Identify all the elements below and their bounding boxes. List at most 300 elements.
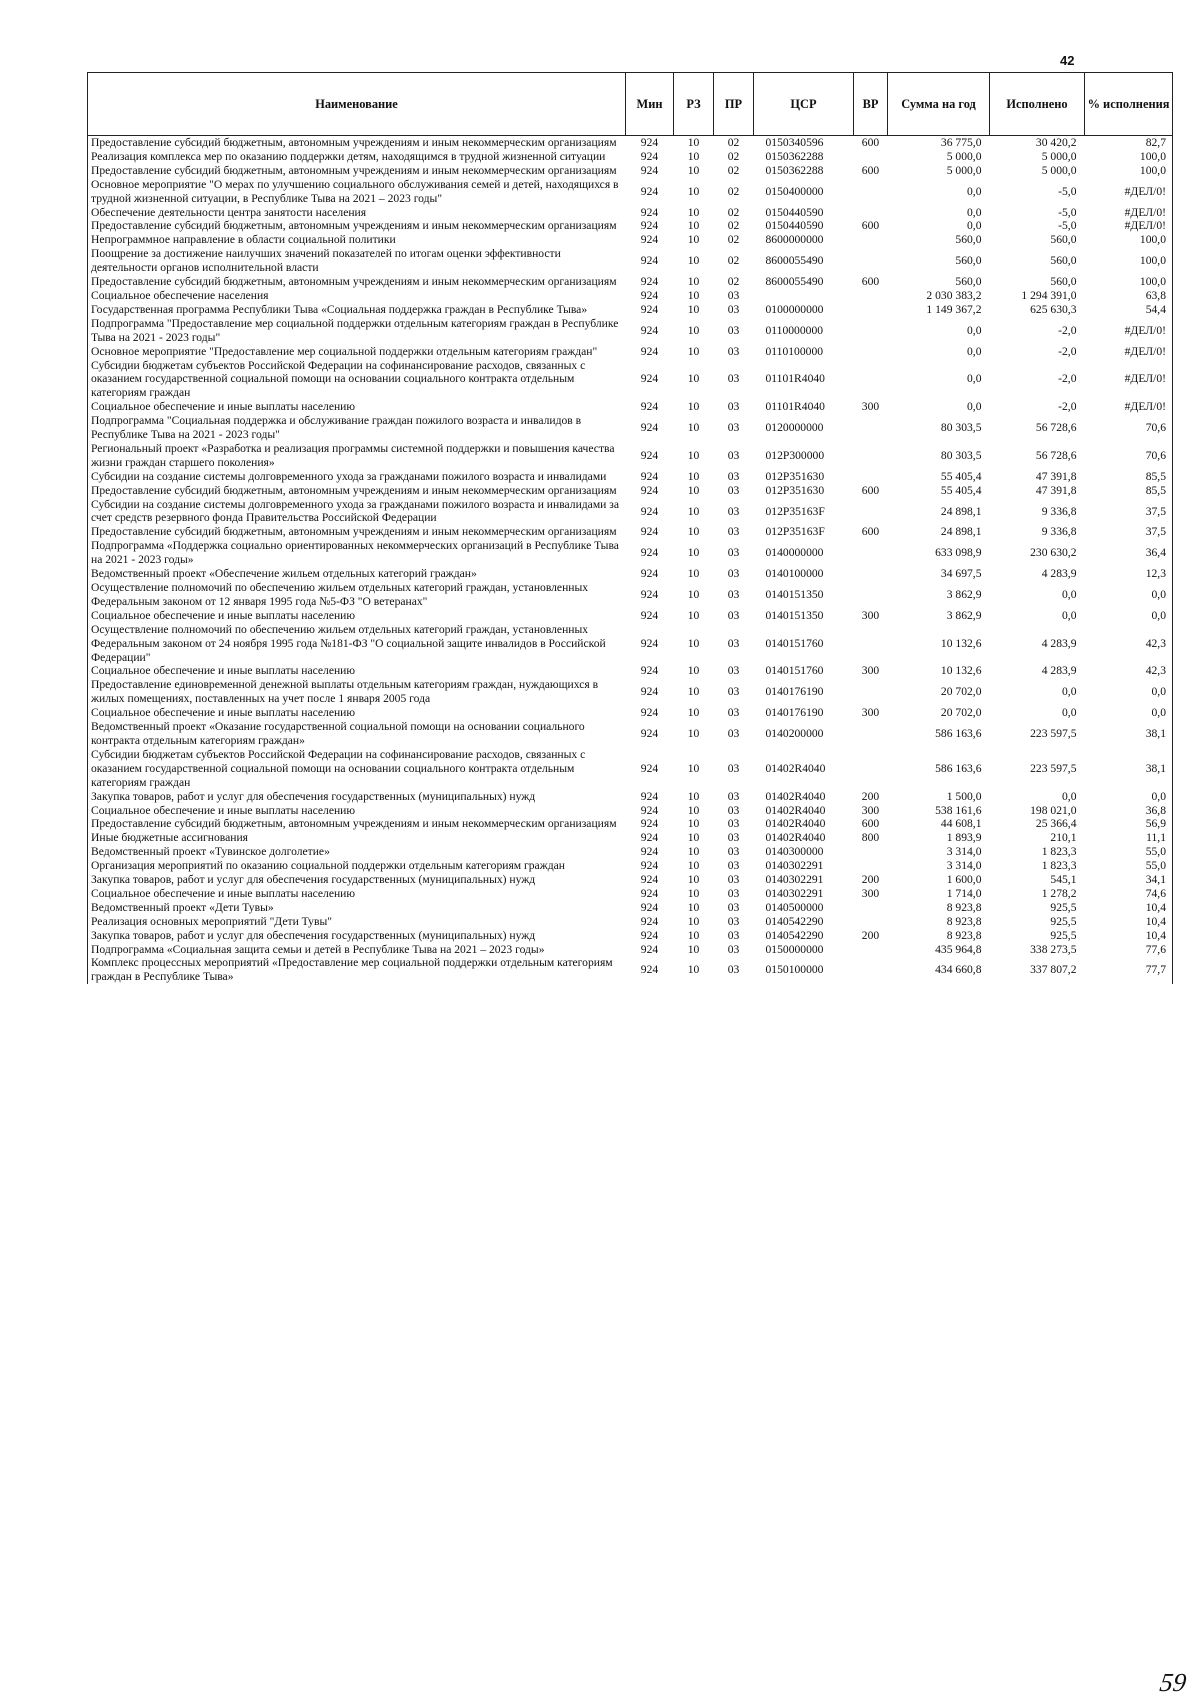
cell-name: Социальное обеспечение и иные выплаты населению xyxy=(88,887,626,901)
cell-pr: 03 xyxy=(727,587,740,601)
cell-name: Ведомственный проект «Оказание государственной социальной помощи на основании социального контракта отдельным категориям граждан» xyxy=(88,720,626,748)
cell-pct: 36,8 xyxy=(1085,804,1173,818)
cell-pct: 100,0 xyxy=(1085,164,1173,178)
cell-csr: 0110000000 xyxy=(765,323,824,337)
cell-sum: 1 893,9 xyxy=(946,831,982,845)
cell-min: 924 xyxy=(640,789,659,803)
cell-done: 0,0 xyxy=(1062,608,1077,622)
header-sum: Сумма на год xyxy=(888,73,990,136)
cell-min: 924 xyxy=(640,664,659,678)
cell-done: -2,0 xyxy=(1058,323,1077,337)
cell-name: Осуществление полномочий по обеспечению жильем отдельных категорий граждан, установленных Федеральным законом от 24 ноября 1995 года №181-ФЗ "О социальной защите инвалидов в Российской Федерации" xyxy=(88,623,626,665)
cell-sum: 8 923,8 xyxy=(946,900,982,914)
cell-min: 924 xyxy=(640,504,659,518)
cell-done: 1 823,3 xyxy=(1041,845,1077,859)
cell-rz: 10 xyxy=(687,219,700,233)
cell-name: Субсидии бюджетам субъектов Российской Федерации на софинансирование расходов, связанных с оказанием государственной социальной помощи на основании социального контракта отдельным категориям граждан xyxy=(88,359,626,401)
header-done: Исполнено xyxy=(990,73,1085,136)
cell-rz: 10 xyxy=(687,323,700,337)
cell-name: Предоставление субсидий бюджетным, автономным учреждениям и иным некоммерческим организациям xyxy=(88,275,626,289)
cell-vr xyxy=(854,623,888,665)
cell-vr xyxy=(854,539,888,567)
cell-pr: 03 xyxy=(727,636,740,650)
cell-rz: 10 xyxy=(687,254,700,268)
cell-sum: 80 303,5 xyxy=(940,448,982,462)
cell-pr: 03 xyxy=(727,963,740,977)
cell-csr: 01101R4040 xyxy=(765,372,825,386)
cell-sum: 5 000,0 xyxy=(946,163,982,177)
cell-pr: 02 xyxy=(727,275,740,289)
table-row xyxy=(88,345,1173,359)
cell-pr: 02 xyxy=(727,233,740,247)
table-row xyxy=(88,817,1173,831)
cell-sum: 3 314,0 xyxy=(946,859,982,873)
cell-pct: #ДЕЛ/0! xyxy=(1085,178,1173,206)
cell-min: 924 xyxy=(640,149,659,163)
cell-pct: 11,1 xyxy=(1085,831,1173,845)
cell-pr: 03 xyxy=(727,469,740,483)
cell-pr: 03 xyxy=(727,886,740,900)
cell-vr xyxy=(854,233,888,247)
cell-min: 924 xyxy=(640,219,659,233)
cell-rz: 10 xyxy=(687,421,700,435)
handwritten-page-number: 59 xyxy=(1158,1668,1189,1697)
cell-pr: 03 xyxy=(727,400,740,414)
cell-min: 924 xyxy=(640,205,659,219)
cell-csr: 01402R4040 xyxy=(765,831,826,845)
cell-csr: 012P35163F xyxy=(765,525,825,539)
cell-name: Организация мероприятий по оказанию социальной поддержки отдельным категориям граждан xyxy=(88,859,626,873)
cell-pr: 02 xyxy=(727,136,740,149)
cell-csr: 0150000000 xyxy=(765,942,824,956)
cell-pr: 03 xyxy=(727,483,740,497)
cell-rz: 10 xyxy=(687,233,700,247)
cell-min: 924 xyxy=(640,942,659,956)
cell-name: Государственная программа Республики Тыва «Социальная поддержка граждан в Республике Тыва» xyxy=(88,303,626,317)
cell-sum: 44 608,1 xyxy=(940,817,982,831)
cell-rz: 10 xyxy=(687,400,700,414)
cell-rz: 10 xyxy=(687,886,700,900)
cell-rz: 10 xyxy=(687,288,700,302)
cell-pr: 03 xyxy=(727,928,740,942)
cell-vr xyxy=(854,178,888,206)
cell-csr: 0140302291 xyxy=(765,873,824,887)
cell-min: 924 xyxy=(640,928,659,942)
table-row xyxy=(88,664,1173,678)
cell-done: 5 000,0 xyxy=(1041,149,1077,163)
cell-done: 210,1 xyxy=(1050,831,1077,845)
cell-rz: 10 xyxy=(687,567,700,581)
cell-done: 47 391,8 xyxy=(1035,469,1077,483)
cell-pr: 03 xyxy=(727,859,740,873)
cell-vr: 600 xyxy=(861,219,880,233)
cell-sum: 586 163,6 xyxy=(935,761,982,775)
cell-name: Субсидии на создание системы долговременного ухода за гражданами пожилого возраста и инвалидами за счет средств резервного фонда Правительства Российской Федерации xyxy=(88,498,626,526)
table-row xyxy=(88,219,1173,233)
cell-min: 924 xyxy=(640,587,659,601)
cell-min: 924 xyxy=(640,233,659,247)
cell-sum: 0,0 xyxy=(967,205,982,219)
cell-csr: 0100000000 xyxy=(765,302,824,316)
cell-done: 4 283,9 xyxy=(1041,567,1077,581)
cell-rz: 10 xyxy=(687,525,700,539)
cell-sum: 3 862,9 xyxy=(946,587,982,601)
cell-sum: 80 303,5 xyxy=(940,421,982,435)
cell-sum: 560,0 xyxy=(955,254,982,268)
cell-name: Социальное обеспечение населения xyxy=(88,289,626,303)
cell-vr xyxy=(854,206,888,220)
table-row xyxy=(88,790,1173,804)
cell-csr: 0140151350 xyxy=(765,587,824,601)
table-row xyxy=(88,831,1173,845)
cell-pr: 02 xyxy=(727,149,740,163)
cell-done: 1 294 391,0 xyxy=(1021,288,1077,302)
cell-min: 924 xyxy=(640,831,659,845)
cell-pr: 03 xyxy=(727,372,740,386)
cell-sum: 0,0 xyxy=(967,400,982,414)
cell-rz: 10 xyxy=(687,789,700,803)
table-row xyxy=(88,567,1173,581)
cell-rz: 10 xyxy=(687,469,700,483)
cell-name: Предоставление субсидий бюджетным, автономным учреждениям и иным некоммерческим организациям xyxy=(88,817,626,831)
cell-vr xyxy=(854,303,888,317)
cell-pr: 03 xyxy=(727,873,740,887)
cell-pr: 02 xyxy=(727,219,740,233)
cell-sum: 1 500,0 xyxy=(946,789,982,803)
cell-pct: 0,0 xyxy=(1085,581,1173,609)
cell-done: 1 823,3 xyxy=(1041,859,1077,873)
cell-min: 924 xyxy=(640,963,659,977)
table-row xyxy=(88,317,1173,345)
header-name: Наименование xyxy=(88,73,626,136)
cell-pr: 03 xyxy=(727,942,740,956)
cell-done: -5,0 xyxy=(1058,184,1077,198)
cell-done: 925,5 xyxy=(1050,928,1077,942)
cell-done: 223 597,5 xyxy=(1030,761,1077,775)
header-pr: ПР xyxy=(714,73,754,136)
cell-pct: #ДЕЛ/0! xyxy=(1085,206,1173,220)
cell-rz: 10 xyxy=(687,302,700,316)
cell-vr: 200 xyxy=(861,789,880,803)
cell-sum: 1 600,0 xyxy=(946,873,982,887)
cell-csr: 0150362288 xyxy=(765,163,824,177)
cell-rz: 10 xyxy=(687,163,700,177)
cell-pr: 03 xyxy=(727,914,740,928)
cell-name: Обеспечение деятельности центра занятости населения xyxy=(88,206,626,220)
cell-vr xyxy=(854,943,888,957)
table-row xyxy=(88,804,1173,818)
cell-csr: 01101R4040 xyxy=(765,400,825,414)
cell-pr: 03 xyxy=(727,421,740,435)
cell-csr xyxy=(754,289,854,303)
cell-name: Предоставление субсидий бюджетным, автономным учреждениям и иным некоммерческим организациям xyxy=(88,219,626,233)
cell-vr: 800 xyxy=(861,831,880,845)
cell-vr xyxy=(854,317,888,345)
cell-pct: 100,0 xyxy=(1085,275,1173,289)
cell-min: 924 xyxy=(640,900,659,914)
header-csr: ЦСР xyxy=(754,73,854,136)
cell-sum: 5 000,0 xyxy=(946,149,982,163)
cell-sum: 55 405,4 xyxy=(940,483,982,497)
table-row xyxy=(88,915,1173,929)
cell-name: Предоставление субсидий бюджетным, автономным учреждениям и иным некоммерческим организациям xyxy=(88,164,626,178)
cell-done: 0,0 xyxy=(1062,587,1077,601)
cell-done: 9 336,8 xyxy=(1041,525,1077,539)
cell-pct: #ДЕЛ/0! xyxy=(1085,400,1173,414)
cell-pr: 03 xyxy=(727,302,740,316)
cell-rz: 10 xyxy=(687,483,700,497)
cell-csr: 01402R4040 xyxy=(765,803,826,817)
cell-rz: 10 xyxy=(687,706,700,720)
cell-pct: 0,0 xyxy=(1085,706,1173,720)
cell-pr: 03 xyxy=(727,664,740,678)
cell-rz: 10 xyxy=(687,664,700,678)
cell-csr: 01402R4040 xyxy=(765,817,826,831)
cell-vr xyxy=(854,345,888,359)
cell-rz: 10 xyxy=(687,504,700,518)
cell-rz: 10 xyxy=(687,587,700,601)
cell-name: Комплекс процессных мероприятий «Предоставление мер социальной поддержки отдельным категориям граждан в Республике Тыва» xyxy=(88,956,626,984)
cell-pct: #ДЕЛ/0! xyxy=(1085,317,1173,345)
cell-pr: 03 xyxy=(727,567,740,581)
table-row xyxy=(88,748,1173,790)
table-row xyxy=(88,525,1173,539)
cell-pct: 34,1 xyxy=(1085,873,1173,887)
table-row xyxy=(88,164,1173,178)
table-row xyxy=(88,400,1173,414)
cell-csr: 0150440590 xyxy=(765,219,824,233)
cell-rz: 10 xyxy=(687,914,700,928)
table-row xyxy=(88,956,1173,984)
cell-min: 924 xyxy=(640,184,659,198)
cell-min: 924 xyxy=(640,706,659,720)
cell-min: 924 xyxy=(640,448,659,462)
cell-sum: 24 898,1 xyxy=(940,504,982,518)
cell-done: 47 391,8 xyxy=(1035,483,1077,497)
cell-pct: 70,6 xyxy=(1085,442,1173,470)
cell-rz: 10 xyxy=(687,136,700,149)
cell-sum: 8 923,8 xyxy=(946,914,982,928)
cell-vr xyxy=(854,414,888,442)
cell-min: 924 xyxy=(640,608,659,622)
cell-name: Подпрограмма «Социальная защита семьи и детей в Республике Тыва на 2021 – 2023 годы» xyxy=(88,943,626,957)
cell-sum: 538 161,6 xyxy=(935,803,982,817)
cell-vr xyxy=(854,915,888,929)
cell-csr: 0140542290 xyxy=(765,928,824,942)
cell-done: -2,0 xyxy=(1058,344,1077,358)
cell-name: Социальное обеспечение и иные выплаты населению xyxy=(88,609,626,623)
cell-pct: 55,0 xyxy=(1085,845,1173,859)
cell-vr: 600 xyxy=(861,817,880,831)
table-row xyxy=(88,233,1173,247)
cell-done: -2,0 xyxy=(1058,372,1077,386)
cell-pr: 03 xyxy=(727,685,740,699)
table-row xyxy=(88,845,1173,859)
cell-pct: 42,3 xyxy=(1085,664,1173,678)
cell-csr: 8600000000 xyxy=(765,233,824,247)
cell-vr: 300 xyxy=(861,400,880,414)
cell-sum: 0,0 xyxy=(967,184,982,198)
table-row xyxy=(88,498,1173,526)
cell-done: 0,0 xyxy=(1062,706,1077,720)
cell-min: 924 xyxy=(640,817,659,831)
cell-pct: 70,6 xyxy=(1085,414,1173,442)
cell-sum: 0,0 xyxy=(967,323,982,337)
cell-pct: 12,3 xyxy=(1085,567,1173,581)
cell-done: 4 283,9 xyxy=(1041,664,1077,678)
cell-pr: 03 xyxy=(727,706,740,720)
cell-csr: 0150362288 xyxy=(765,149,824,163)
cell-rz: 10 xyxy=(687,546,700,560)
cell-csr: 0110100000 xyxy=(765,344,824,358)
cell-csr: 0150100000 xyxy=(765,963,824,977)
cell-name: Предоставление субсидий бюджетным, автономным учреждениям и иным некоммерческим организациям xyxy=(88,525,626,539)
cell-name: Предоставление субсидий бюджетным, автономным учреждениям и иным некоммерческим организациям xyxy=(88,136,626,150)
cell-vr: 600 xyxy=(861,525,880,539)
table-row xyxy=(88,442,1173,470)
table-row xyxy=(88,706,1173,720)
cell-sum: 1 149 367,2 xyxy=(926,302,982,316)
cell-vr xyxy=(854,470,888,484)
cell-min: 924 xyxy=(640,254,659,268)
cell-done: 545,1 xyxy=(1050,873,1077,887)
cell-rz: 10 xyxy=(687,845,700,859)
cell-rz: 10 xyxy=(687,817,700,831)
cell-pr: 03 xyxy=(727,344,740,358)
cell-sum: 1 714,0 xyxy=(946,886,982,900)
cell-done: 560,0 xyxy=(1050,254,1077,268)
cell-min: 924 xyxy=(640,567,659,581)
cell-rz: 10 xyxy=(687,831,700,845)
table-row xyxy=(88,247,1173,275)
cell-min: 924 xyxy=(640,136,659,149)
cell-done: -2,0 xyxy=(1058,400,1077,414)
cell-csr: 012P300000 xyxy=(765,448,825,462)
cell-pct: 37,5 xyxy=(1085,525,1173,539)
table-row xyxy=(88,303,1173,317)
cell-vr: 300 xyxy=(861,608,880,622)
cell-name: Социальное обеспечение и иные выплаты населению xyxy=(88,664,626,678)
cell-name: Осуществление полномочий по обеспечению жильем отдельных категорий граждан, установленных Федеральным законом от 12 января 1995 года №5-ФЗ "О ветеранах" xyxy=(88,581,626,609)
cell-csr: 0150440590 xyxy=(765,205,824,219)
cell-pct: 85,5 xyxy=(1085,484,1173,498)
cell-vr xyxy=(854,289,888,303)
cell-pct: 55,0 xyxy=(1085,859,1173,873)
cell-csr: 0140151760 xyxy=(765,664,824,678)
cell-csr: 012P351630 xyxy=(765,483,825,497)
cell-min: 924 xyxy=(640,323,659,337)
cell-pr: 03 xyxy=(727,817,740,831)
table-row xyxy=(88,678,1173,706)
cell-sum: 0,0 xyxy=(967,219,982,233)
cell-csr: 01402R4040 xyxy=(765,761,826,775)
table-row xyxy=(88,581,1173,609)
cell-vr xyxy=(854,901,888,915)
cell-min: 924 xyxy=(640,288,659,302)
cell-rz: 10 xyxy=(687,928,700,942)
cell-csr: 0140302291 xyxy=(765,886,824,900)
cell-vr xyxy=(854,567,888,581)
cell-pr: 03 xyxy=(727,831,740,845)
cell-name: Подпрограмма "Социальная поддержка и обслуживание граждан пожилого возраста и инвалидов в Республике Тыва на 2021 - 2023 годы" xyxy=(88,414,626,442)
cell-pr: 02 xyxy=(727,163,740,177)
cell-pct: 54,4 xyxy=(1085,303,1173,317)
cell-pct: 56,9 xyxy=(1085,817,1173,831)
cell-min: 924 xyxy=(640,302,659,316)
cell-rz: 10 xyxy=(687,448,700,462)
cell-csr: 0150400000 xyxy=(765,184,824,198)
cell-done: 560,0 xyxy=(1050,233,1077,247)
cell-csr: 012P351630 xyxy=(765,469,825,483)
cell-done: 9 336,8 xyxy=(1041,504,1077,518)
cell-pct: 10,4 xyxy=(1085,929,1173,943)
cell-sum: 435 964,8 xyxy=(935,942,982,956)
cell-vr xyxy=(854,498,888,526)
table-row xyxy=(88,150,1173,164)
header-pct: % исполнения xyxy=(1085,73,1173,136)
cell-rz: 10 xyxy=(687,184,700,198)
cell-sum: 8 923,8 xyxy=(946,928,982,942)
cell-pr: 03 xyxy=(727,288,740,302)
cell-rz: 10 xyxy=(687,149,700,163)
cell-csr: 0140200000 xyxy=(765,727,824,741)
cell-pr: 02 xyxy=(727,205,740,219)
cell-pr: 03 xyxy=(727,789,740,803)
cell-done: 0,0 xyxy=(1062,685,1077,699)
table-row xyxy=(88,929,1173,943)
cell-done: 198 021,0 xyxy=(1030,803,1077,817)
cell-name: Непрограммное направление в области социальной политики xyxy=(88,233,626,247)
cell-rz: 10 xyxy=(687,761,700,775)
table-row xyxy=(88,289,1173,303)
cell-pct: 74,6 xyxy=(1085,887,1173,901)
cell-csr: 0150340596 xyxy=(765,136,824,149)
header-vr: ВР xyxy=(854,73,888,136)
cell-pr: 03 xyxy=(727,546,740,560)
cell-sum: 55 405,4 xyxy=(940,469,982,483)
table-row xyxy=(88,609,1173,623)
cell-name: Подпрограмма «Поддержка социально ориентированных некоммерческих организаций в Республике Тыва на 2021 - 2023 годы» xyxy=(88,539,626,567)
cell-done: 223 597,5 xyxy=(1030,727,1077,741)
cell-done: 25 366,4 xyxy=(1035,817,1077,831)
cell-min: 924 xyxy=(640,344,659,358)
cell-vr xyxy=(854,150,888,164)
cell-vr xyxy=(854,678,888,706)
table-row xyxy=(88,414,1173,442)
cell-min: 924 xyxy=(640,546,659,560)
cell-pr: 03 xyxy=(727,608,740,622)
cell-sum: 586 163,6 xyxy=(935,727,982,741)
cell-csr: 0140176190 xyxy=(765,685,824,699)
cell-sum: 434 660,8 xyxy=(935,963,982,977)
table-row xyxy=(88,873,1173,887)
cell-sum: 0,0 xyxy=(967,344,982,358)
cell-csr: 0140542290 xyxy=(765,914,824,928)
cell-sum: 20 702,0 xyxy=(940,685,982,699)
cell-done: 625 630,3 xyxy=(1030,302,1077,316)
cell-done: 4 283,9 xyxy=(1041,636,1077,650)
cell-pr: 03 xyxy=(727,448,740,462)
cell-min: 924 xyxy=(640,636,659,650)
table-row xyxy=(88,887,1173,901)
cell-rz: 10 xyxy=(687,608,700,622)
header-min: Мин xyxy=(626,73,674,136)
cell-done: 338 273,5 xyxy=(1030,942,1077,956)
cell-csr: 8600055490 xyxy=(765,254,824,268)
cell-csr: 0120000000 xyxy=(765,421,824,435)
cell-csr: 0140500000 xyxy=(765,900,824,914)
cell-name: Субсидии на создание системы долговременного ухода за гражданами пожилого возраста и инвалидами xyxy=(88,470,626,484)
